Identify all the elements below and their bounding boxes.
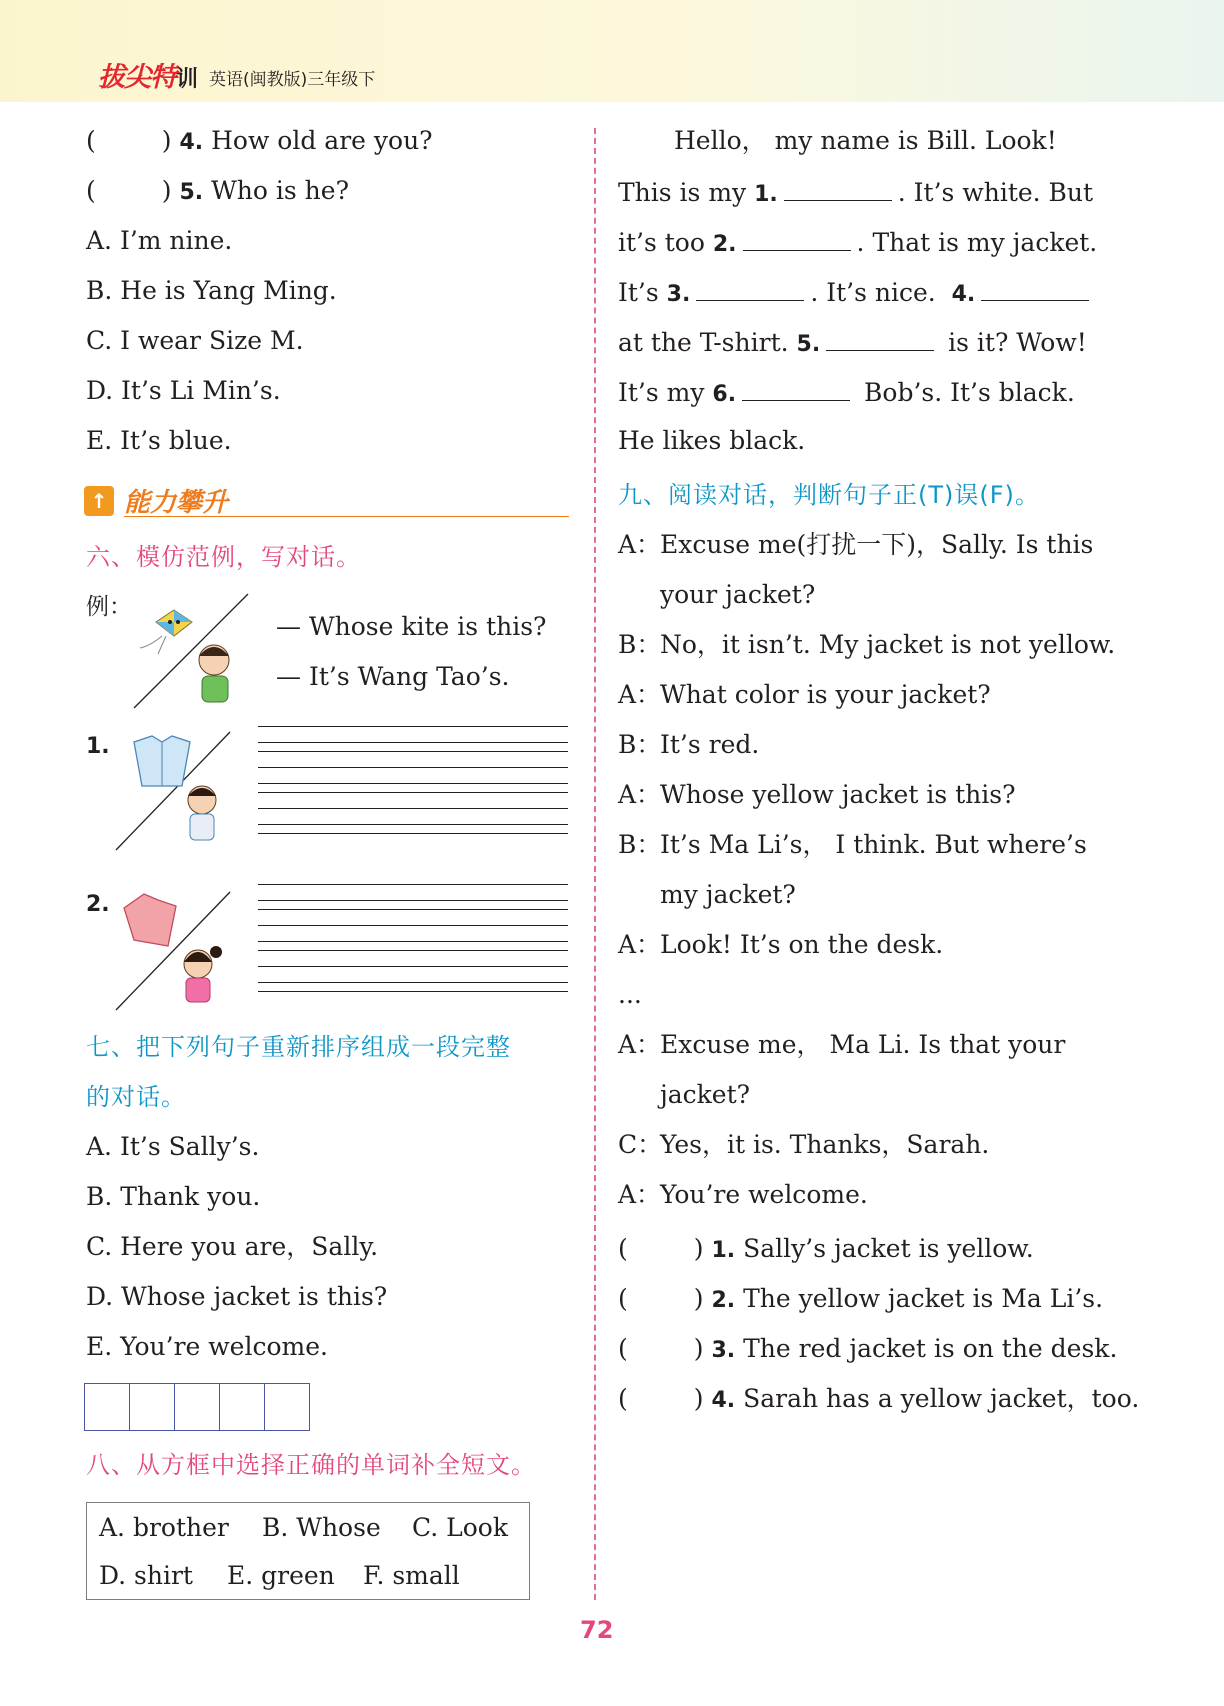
dialogue-line: your jacket? [660, 580, 816, 609]
answer-boxes [84, 1383, 310, 1431]
tf-question-1: ( ) 1. Sally’s jacket is yellow. [618, 1234, 1034, 1263]
section-8-title: 八、从方框中选择正确的单词补全短文。 [86, 1451, 536, 1479]
ability-section-label: 能力攀升 [124, 488, 229, 518]
dialogue-speaker: C： [618, 1130, 663, 1159]
pink-shirt-icon [124, 894, 176, 946]
dialogue-line: You’re welcome. [660, 1180, 868, 1209]
option-d: D. It’s Li Min’s. [86, 376, 281, 405]
option-a: A. I’m nine. [86, 226, 233, 255]
passage-line-2: This is my 1. . It’s white. But [618, 174, 1093, 212]
dialogue-speaker: A： [618, 930, 662, 959]
answer-box[interactable] [220, 1384, 265, 1430]
dialogue-line: Whose yellow jacket is this? [660, 780, 1016, 809]
reorder-option-e: E. You’re welcome. [86, 1332, 328, 1361]
passage-line-5: at the T-shirt. 5. is it? Wow! [618, 324, 1087, 362]
ability-section-badge [84, 484, 570, 518]
dialogue-line: jacket? [660, 1080, 751, 1109]
reorder-option-a: A. It’s Sally’s. [86, 1132, 260, 1161]
kite-icon [140, 610, 192, 654]
shirt-boy-illustration [112, 728, 232, 852]
example-question: — Whose kite is this? [276, 612, 547, 641]
answer-box[interactable] [130, 1384, 175, 1430]
boy-icon [199, 645, 229, 702]
dialogue-ellipsis: ... [618, 980, 642, 1009]
example-kite-boy-illustration [130, 592, 260, 710]
word-bank-b: B. Whose [262, 1513, 381, 1542]
writing-lines-1[interactable] [258, 726, 568, 834]
climber-icon: ↑ [84, 486, 114, 516]
item-2-number: 2. [86, 892, 110, 917]
answer-box[interactable] [85, 1384, 130, 1430]
item-1-number: 1. [86, 734, 110, 759]
passage-line-7: He likes black. [618, 426, 806, 455]
word-bank-c: C. Look [412, 1513, 508, 1542]
dialogue-speaker: B： [618, 630, 662, 659]
dialogue-speaker: A： [618, 530, 662, 559]
shirt-icon [134, 736, 190, 786]
option-e: E. It’s blue. [86, 426, 232, 455]
word-bank-d: D. shirt [99, 1561, 193, 1590]
question-4: ( ) 4. How old are you? [86, 126, 433, 155]
dialogue-speaker: A： [618, 1030, 662, 1059]
blank-6[interactable] [742, 374, 850, 401]
question-5: ( ) 5. Who is he? [86, 176, 349, 205]
shirt-girl-illustration [112, 888, 232, 1012]
reorder-option-c: C. Here you are，Sally. [86, 1232, 379, 1261]
word-bank-a: A. brother [99, 1513, 229, 1542]
answer-box[interactable] [265, 1384, 309, 1430]
page-number: 72 [580, 1616, 614, 1644]
dialogue-line: Yes，it is. Thanks，Sarah. [660, 1130, 990, 1159]
dialogue-line: What color is your jacket? [660, 680, 991, 709]
dialogue-line: It’s Ma Li’s， I think. But where’s [660, 830, 1087, 859]
passage-line-4: It’s 3. . It’s nice. 4. [618, 274, 1095, 312]
blank-3[interactable] [696, 274, 804, 301]
passage-line-3: it’s too 2. . That is my jacket. [618, 224, 1097, 262]
dialogue-speaker: B： [618, 730, 662, 759]
dialogue-speaker: A： [618, 780, 662, 809]
boy-icon [188, 786, 216, 840]
section-6-title: 六、模仿范例，写对话。 [86, 543, 361, 571]
dialogue-line: my jacket? [660, 880, 796, 909]
tf-question-2: ( ) 2. The yellow jacket is Ma Li’s. [618, 1284, 1104, 1313]
tf-question-3: ( ) 3. The red jacket is on the desk. [618, 1334, 1118, 1363]
blank-5[interactable] [826, 324, 934, 351]
column-divider [594, 128, 596, 1600]
dialogue-line: It’s red. [660, 730, 760, 759]
passage-line-6: It’s my 6. Bob’s. It’s black. [618, 374, 1075, 412]
brand-title: 拔尖特训 [98, 62, 198, 93]
example-answer: — It’s Wang Tao’s. [276, 662, 510, 691]
blank-4[interactable] [981, 274, 1089, 301]
blank-1[interactable] [784, 174, 892, 201]
dialogue-speaker: A： [618, 680, 662, 709]
writing-lines-2[interactable] [258, 884, 568, 992]
dialogue-line: Excuse me， Ma Li. Is that your [660, 1030, 1066, 1059]
tf-question-4: ( ) 4. Sarah has a yellow jacket，too. [618, 1384, 1140, 1413]
passage-line-1: Hello， my name is Bill. Look! [674, 126, 1057, 155]
dialogue-line: Look! It’s on the desk. [660, 930, 944, 959]
dialogue-speaker: A： [618, 1180, 662, 1209]
section-9-title: 九、阅读对话，判断句子正(T)误(F)。 [618, 481, 1040, 509]
blank-2[interactable] [743, 224, 851, 251]
example-label: 例： [86, 594, 132, 620]
section-7-title-line1: 七、把下列句子重新排序组成一段完整 [86, 1033, 511, 1061]
answer-box[interactable] [175, 1384, 220, 1430]
option-c: C. I wear Size M. [86, 326, 304, 355]
reorder-option-d: D. Whose jacket is this? [86, 1282, 388, 1311]
option-b: B. He is Yang Ming. [86, 276, 337, 305]
section-7-title-line2: 的对话。 [86, 1083, 186, 1111]
word-bank-e: E. green [227, 1561, 335, 1590]
dialogue-line: No，it isn’t. My jacket is not yellow. [660, 630, 1116, 659]
word-bank-f: F. small [363, 1561, 460, 1590]
girl-icon [184, 946, 222, 1002]
book-brand [98, 58, 375, 94]
badge-rule [124, 516, 569, 517]
word-bank-box [86, 1502, 530, 1600]
reorder-option-b: B. Thank you. [86, 1182, 261, 1211]
dialogue-line: Excuse me(打扰一下)，Sally. Is this [660, 530, 1094, 559]
dialogue-speaker: B： [618, 830, 662, 859]
book-subtitle: 英语(闽教版)三年级下 [209, 70, 376, 90]
